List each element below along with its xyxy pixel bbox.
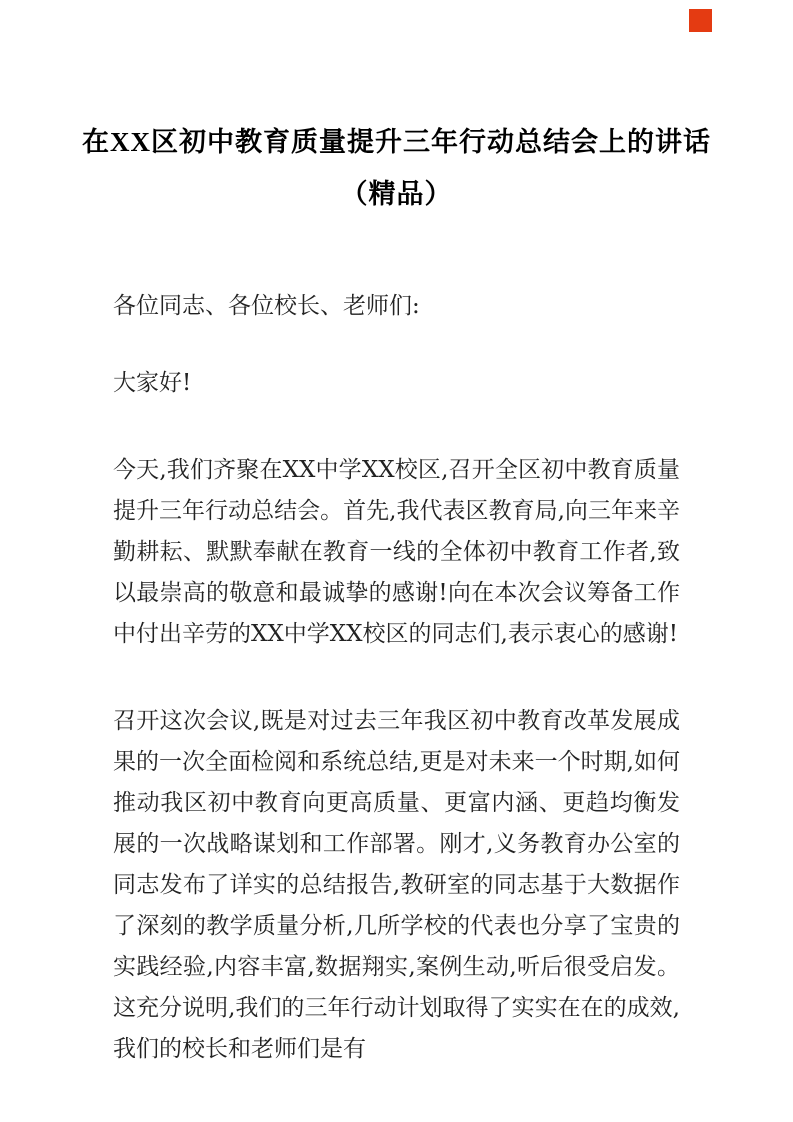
greeting-paragraph: 各位同志、各位校长、老师们:: [113, 293, 420, 319]
document-body: [113, 286, 680, 1070]
click-marker: [689, 9, 712, 32]
document-title-line-2: （精品）: [340, 179, 453, 209]
body-paragraph: 召开这次会议,既是对过去三年我区初中教育改革发展成果的一次全面检阅和系统总结,更是对未来一个时期,如何推动我区初中教育向更高质量、更富内涵、更趋均衡发展的一次战略谋划和工作部署。刚才,义务教育办公室的同志发布了详实的总结报告,教研室的同志基于大数据作了深刻的教学质量分析,几所学校的代表也分享了宝贵的实践经验,内容丰富,数据翔实,案例生动,听后很受启发。这充分说明,我们的三年行动计划取得了实实在在的成效,我们的校长和老师们是有: [113, 708, 680, 1062]
body-paragraph: 今天,我们齐聚在XX中学XX校区,召开全区初中教育质量提升三年行动总结会。首先,我代表区教育局,向三年来辛勤耕耘、默默奉献在教育一线的全体初中教育工作者,致以最崇高的敬意和最诚挚的感谢!向在本次会议筹备工作中付出辛劳的XX中学XX校区的同志们,表示衷心的感谢!: [113, 457, 680, 647]
document-title-line-1: 在XX区初中教育质量提升三年行动总结会上的讲话: [82, 127, 711, 157]
document-title: [0, 116, 793, 220]
hello-paragraph: 大家好!: [113, 370, 192, 396]
